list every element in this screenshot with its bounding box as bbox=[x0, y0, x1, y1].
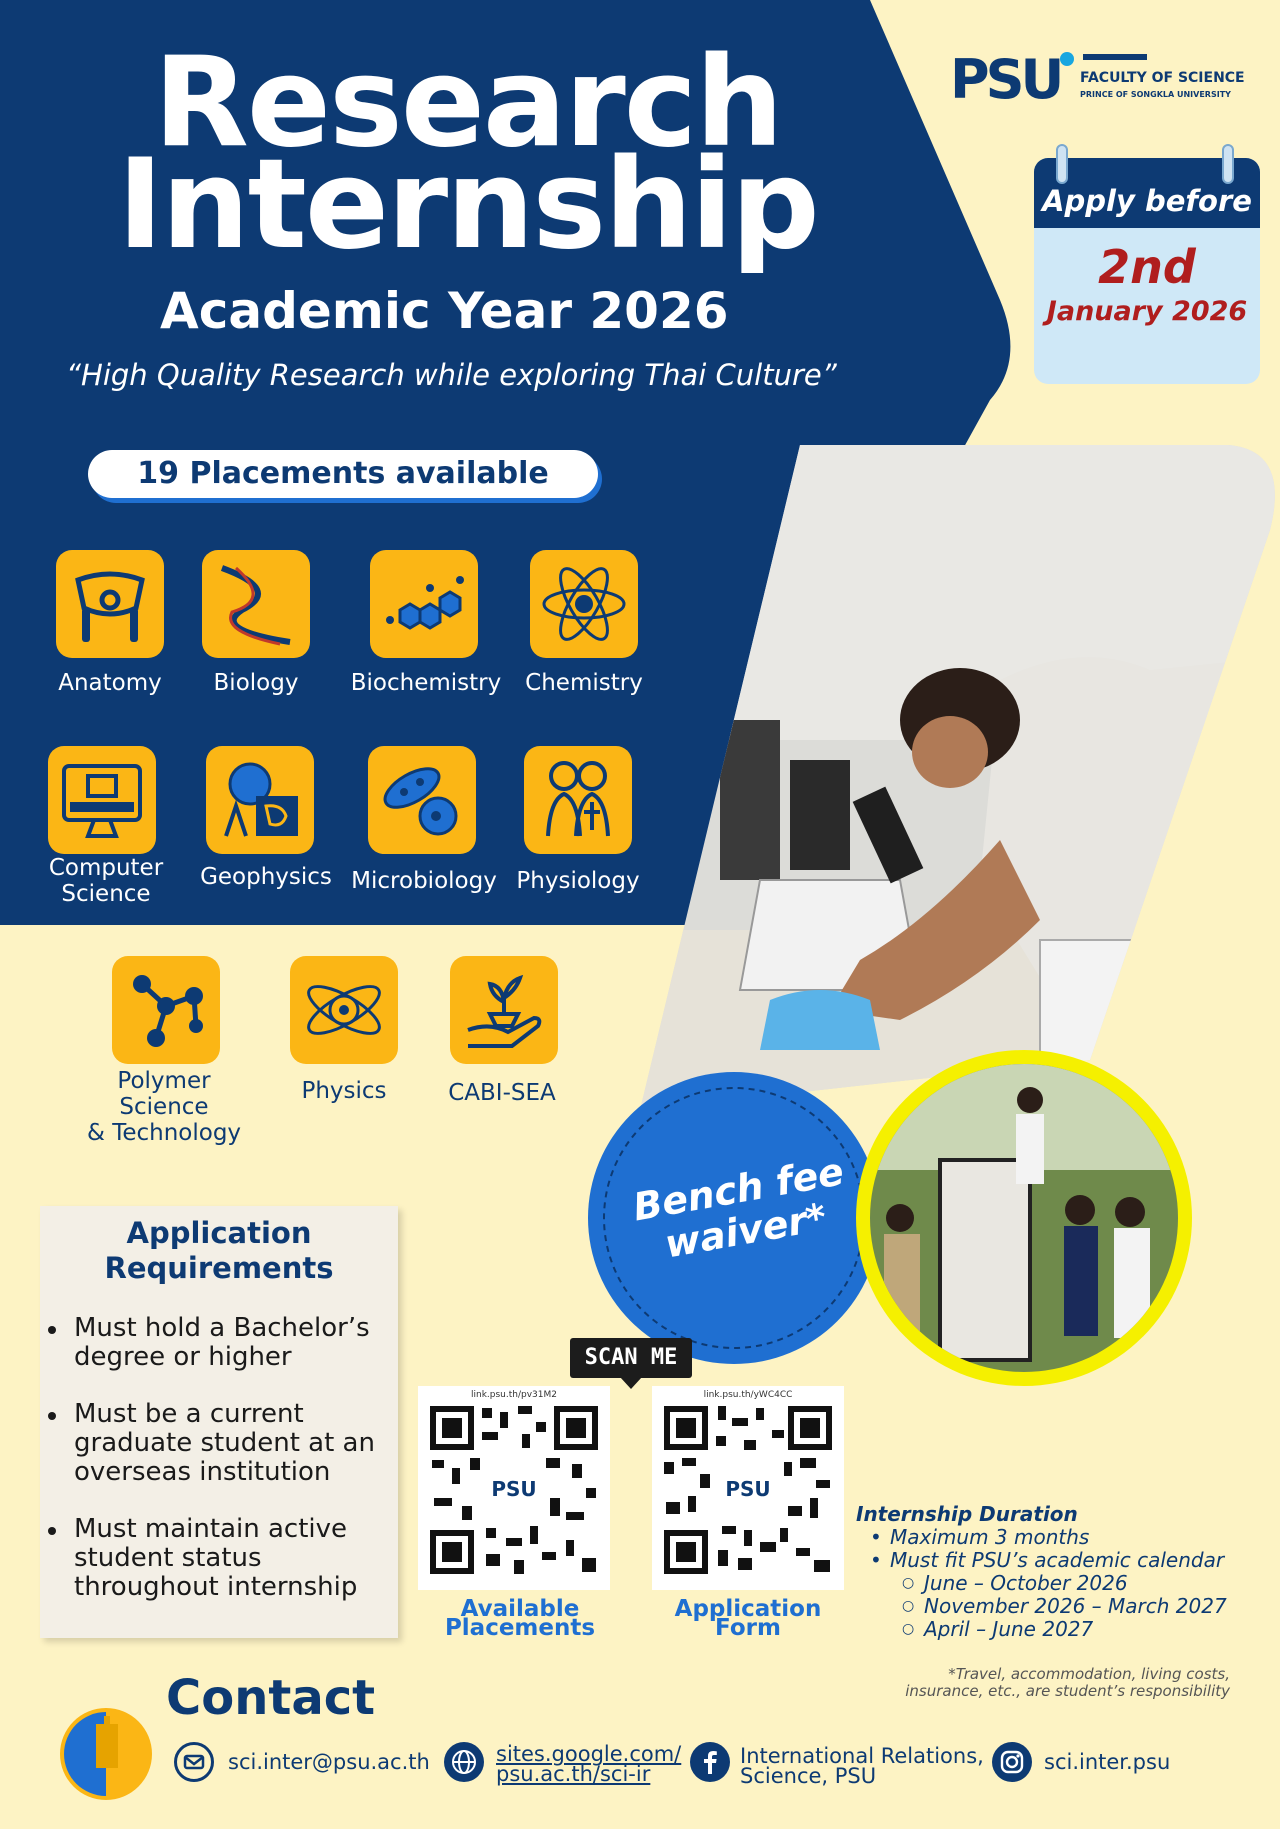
field-label-cabi-sea: CABI-SEA bbox=[448, 1080, 556, 1106]
bench-fee-waiver: Bench fee waiver* bbox=[629, 1149, 847, 1267]
logo-university: PRINCE OF SONGKLA UNIVERSITY bbox=[1080, 90, 1231, 99]
contact-website[interactable] bbox=[496, 1744, 681, 1784]
contact-facebook[interactable] bbox=[740, 1746, 984, 1786]
scan-me-label: SCAN ME bbox=[570, 1338, 692, 1378]
field-label-chemistry: Chemistry bbox=[525, 670, 643, 696]
list-item: Must maintain active student status throughout internship bbox=[74, 1515, 392, 1602]
qr-label-line: Available bbox=[460, 1596, 580, 1622]
field-label-line: Science bbox=[61, 881, 151, 907]
field-label-biochemistry: Biochemistry bbox=[350, 670, 502, 696]
qr-label-line: Application bbox=[674, 1596, 822, 1622]
email-icon[interactable] bbox=[174, 1742, 214, 1782]
list-item: • Maximum 3 months bbox=[856, 1526, 1227, 1549]
instagram-icon[interactable] bbox=[992, 1742, 1032, 1782]
requirements-title: Application Requirements bbox=[104, 1216, 334, 1285]
internship-duration bbox=[856, 1502, 1227, 1641]
contact-title: Contact bbox=[166, 1670, 376, 1726]
deadline-month: January 2026 bbox=[1046, 296, 1248, 327]
logo-faculty: FACULTY OF SCIENCE bbox=[1080, 70, 1245, 86]
field-label-biology: Biology bbox=[213, 670, 299, 696]
scan-arrow bbox=[620, 1377, 642, 1389]
website-line: psu.ac.th/sci-ir bbox=[496, 1762, 651, 1786]
list-item: ○ April – June 2027 bbox=[856, 1618, 1227, 1641]
field-label-microbiology: Microbiology bbox=[351, 868, 497, 894]
ir-logo-icon bbox=[58, 1706, 154, 1802]
list-item: Must hold a Bachelor’s degree or higher bbox=[74, 1314, 392, 1372]
qr-code-icon bbox=[660, 1402, 836, 1578]
facebook-line: International Relations, bbox=[740, 1744, 984, 1768]
placements-badge: 19 Placements available bbox=[88, 450, 598, 498]
facebook-line: Science, PSU bbox=[740, 1764, 877, 1788]
list-item: Must be a current graduate student at an overseas institution bbox=[74, 1400, 392, 1487]
facebook-icon[interactable] bbox=[690, 1742, 730, 1782]
contact-email[interactable]: sci.inter@psu.ac.th bbox=[228, 1750, 430, 1774]
title-research: Research bbox=[153, 31, 782, 175]
logo-mark: PSU bbox=[950, 48, 1061, 111]
qr-label-line: Placements bbox=[444, 1615, 596, 1641]
field-label-line: & Technology bbox=[86, 1120, 242, 1146]
list-item: ○ November 2026 – March 2027 bbox=[856, 1595, 1227, 1618]
field-label-geophysics: Geophysics bbox=[200, 864, 332, 890]
title-internship: Internship bbox=[117, 133, 818, 277]
qr-application-form[interactable] bbox=[652, 1386, 844, 1590]
footnote: *Travel, accommodation, living costs, insurance, etc., are student’s responsibility bbox=[905, 1665, 1230, 1700]
list-item: ○ June – October 2026 bbox=[856, 1572, 1227, 1595]
calendar-label: Apply before bbox=[1034, 158, 1260, 228]
duration-list bbox=[856, 1526, 1227, 1641]
svg-text:PSU: PSU bbox=[725, 1477, 771, 1501]
field-label-line: Computer bbox=[48, 855, 164, 881]
qr-label-form[interactable] bbox=[648, 1596, 848, 1641]
list-item: • Must fit PSU’s academic calendar bbox=[856, 1549, 1227, 1572]
qr-code-icon bbox=[426, 1402, 602, 1578]
qr-available-placements[interactable] bbox=[418, 1386, 610, 1590]
qr-url: link.psu.th/yWC4CC bbox=[703, 1390, 793, 1400]
requirements-card bbox=[40, 1206, 398, 1638]
requirements-list bbox=[40, 1314, 398, 1602]
qr-label-line: Form bbox=[715, 1615, 781, 1641]
academic-year: Academic Year 2026 bbox=[160, 282, 729, 340]
duration-title: Internship Duration bbox=[856, 1502, 1078, 1526]
deadline-day: 2nd bbox=[1098, 240, 1196, 294]
tagline: “High Quality Research while exploring Thai Culture” bbox=[66, 358, 837, 392]
website-line: sites.google.com/ bbox=[496, 1742, 682, 1766]
field-label-line: Polymer Science bbox=[117, 1068, 211, 1120]
contact-instagram[interactable]: sci.inter.psu bbox=[1044, 1750, 1171, 1774]
field-label-physics: Physics bbox=[301, 1078, 387, 1104]
qr-label-placements[interactable] bbox=[420, 1596, 620, 1641]
qr-url: link.psu.th/pv31M2 bbox=[471, 1390, 557, 1400]
svg-text:PSU: PSU bbox=[491, 1477, 537, 1501]
field-label-physiology: Physiology bbox=[516, 868, 640, 894]
field-label-anatomy: Anatomy bbox=[58, 670, 162, 696]
globe-icon[interactable] bbox=[444, 1742, 484, 1782]
